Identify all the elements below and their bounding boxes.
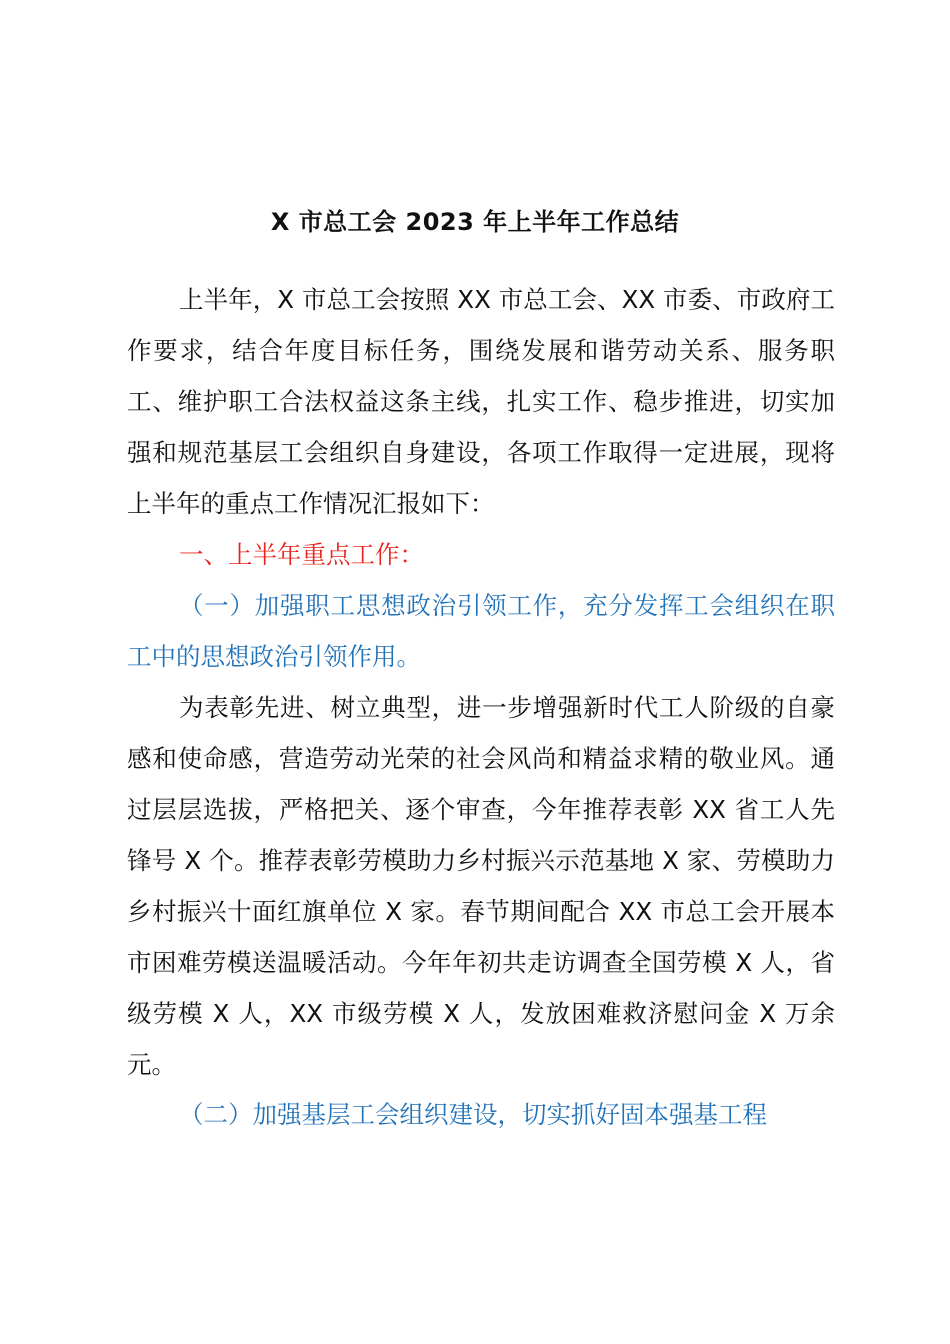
section-heading-1: 一、上半年重点工作： bbox=[179, 540, 424, 569]
document-title: X 市总工会 2023 年上半年工作总结 bbox=[270, 208, 680, 236]
intro-paragraph: 上半年，X 市总工会按照 XX 市总工会、XX 市委、市政府工作要求，结合年度目标任务，围绕发展和谐劳动关系、服务职工、维护职工合法权益这条主线，扎实工作、稳步推进，切实加强和规范基层工会组织自身建设，各项工作取得一定进展，现将上半年的重点工作情况汇报如下： bbox=[127, 285, 835, 518]
subsection-heading-2: （二）加强基层工会组织建设，切实抓好固本强基工程 bbox=[179, 1100, 767, 1129]
subsection-heading-1: （一）加强职工思想政治引领工作，充分发挥工会组织在职工中的思想政治引领作用。 bbox=[127, 591, 835, 671]
subsection-1-body: 为表彰先进、树立典型，进一步增强新时代工人阶级的自豪感和使命感，营造劳动光荣的社会风尚和精益求精的敬业风。通过层层选拔，严格把关、逐个审查，今年推荐表彰 XX 省工人先锋号 X 个。推荐表彰劳模助力乡村振兴示范基地 X 家、劳模助力乡村振兴十面红旗单位 X 家。春节期间配合 XX 市总工会开展本市困难劳模送温暖活动。今年年初共走访调查全国劳模 X 人，省级劳模 X 人，XX 市级劳模 X 人，发放困难救济慰问金 X 万余元。 bbox=[127, 693, 835, 1079]
